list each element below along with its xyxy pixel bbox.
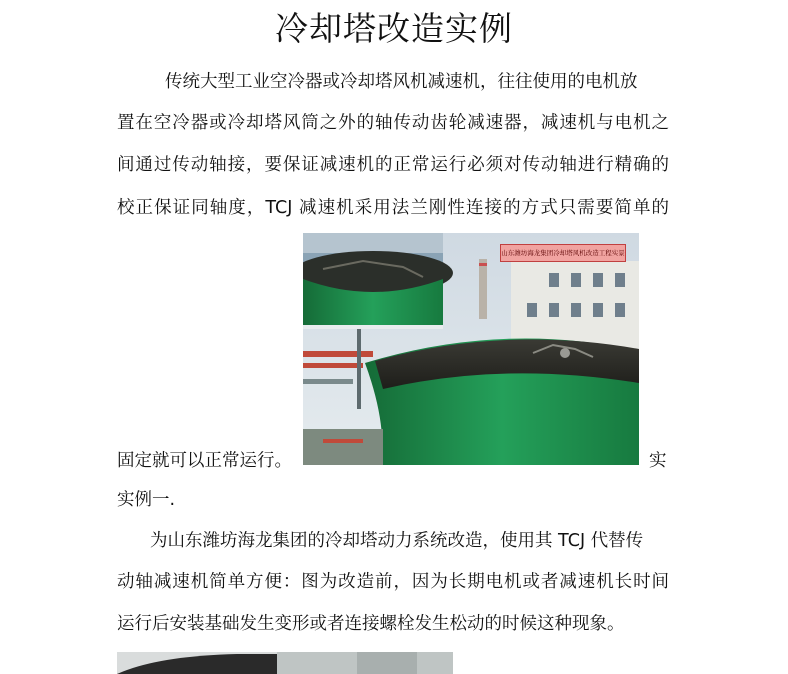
paragraph2-line3: 运行后安装基础发生变形或者连接螺栓发生松动的时候这种现象。: [117, 614, 625, 634]
paragraph1-line4: 校正保证同轴度，TCJ 减速机采用法兰刚性连接的方式只需要简单的: [117, 198, 669, 218]
photo-caption-label: 山东潍坊海龙集团冷却塔风机改造工程实景: [500, 244, 626, 262]
cooling-tower-photo: [303, 233, 639, 465]
example-heading: 实例一.: [117, 490, 176, 510]
paragraph1-line3: 间通过传动轴接，要保证减速机的正常运行必须对传动轴进行精确的: [117, 155, 669, 175]
paragraph2-line1: 为山东潍坊海龙集团的冷却塔动力系统改造，使用其 TCJ 代替传: [150, 531, 644, 551]
second-photo-partial: [117, 652, 453, 674]
document-title: 冷却塔改造实例: [275, 9, 513, 48]
paragraph2-line2: 动轴减速机简单方便：图为改造前，因为长期电机或者减速机长时间: [117, 572, 669, 592]
paragraph1-line1: 传统大型工业空冷器或冷却塔风机减速机，往往使用的电机放: [165, 72, 638, 92]
paragraph1-line5: 固定就可以正常运行。: [117, 451, 292, 471]
paragraph1-line2: 置在空冷器或冷却塔风筒之外的轴传动齿轮减速器，减速机与电机之: [117, 113, 669, 133]
inline-after-image: 实: [649, 451, 667, 471]
second-photo-drawing: [117, 652, 453, 674]
cooling-tower-photo-drawing: [303, 233, 639, 465]
